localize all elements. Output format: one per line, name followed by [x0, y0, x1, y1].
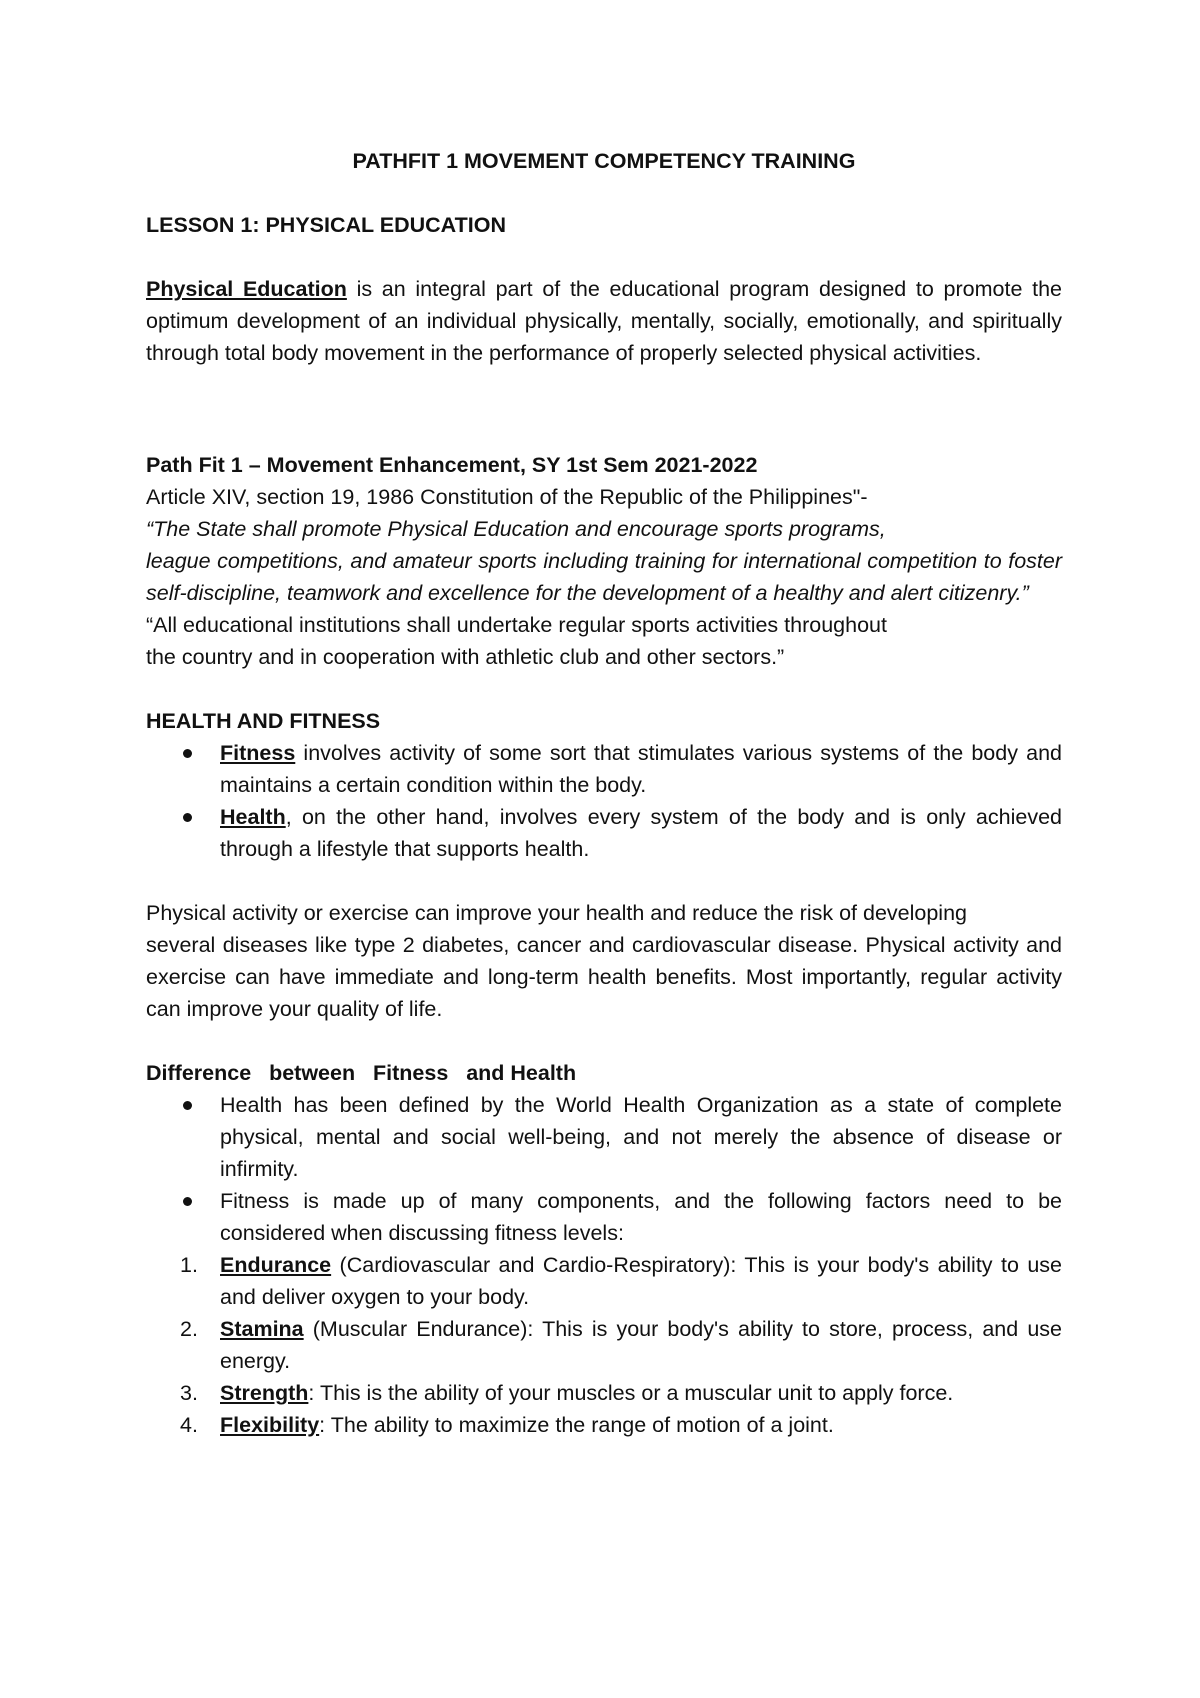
- activity-paragraph-1: Physical activity or exercise can improve your health and reduce the risk of developing: [146, 901, 967, 925]
- pe-definition-text: is an integral part of the educational program designed to promote the optimum development of an individual physically, mentally, socially, emotionally, and spiritually through total body movement in the performance of properly selected physical activities.: [146, 277, 1062, 365]
- list-item: [180, 1409, 1062, 1441]
- activity-paragraph-2: several diseases like type 2 diabetes, cancer and cardiovascular disease. Physical activity and exercise can have immediate and long-term health benefits. Most importantly, regular activity can improve your quality of life.: [146, 933, 1062, 1021]
- item-number: 1.: [180, 1253, 198, 1277]
- strength-term: Strength: [220, 1381, 309, 1405]
- document-title: PATHFIT 1 MOVEMENT COMPETENCY TRAINING: [352, 149, 856, 173]
- difference-heading: Difference between Fitness and Health: [146, 1061, 577, 1085]
- article-line: Article XIV, section 19, 1986 Constitution of the Republic of the Philippines"-: [146, 485, 868, 509]
- fitness-term: Fitness: [220, 741, 296, 765]
- institutions-line-2: the country and in cooperation with athletic club and other sectors.”: [146, 645, 785, 669]
- activity-paragraphs: [146, 897, 1062, 1025]
- quote-rest: league competitions, and amateur sports including training for international competition to foster self-discipline, teamwork and excellence for the development of a healthy and alert citizenry.”: [146, 549, 1062, 605]
- item-number: 4.: [180, 1413, 198, 1437]
- difference-list: [146, 1089, 1062, 1249]
- list-item: [180, 1377, 1062, 1409]
- list-item: Fitness is made up of many components, and the following factors need to be considered when discussing fitness levels:: [220, 1185, 1062, 1249]
- fitness-text: involves activity of some sort that stimulates various systems of the body and maintains a certain condition within the body.: [220, 741, 1062, 797]
- fitness-components-list: [146, 1249, 1062, 1441]
- pe-term: Physical Education: [146, 277, 347, 301]
- pathfit-heading: Path Fit 1 – Movement Enhancement, SY 1st Sem 2021-2022: [146, 453, 758, 477]
- list-item: Health has been defined by the World Health Organization as a state of complete physical, mental and social well-being, and not merely the absence of disease or infirmity.: [220, 1089, 1062, 1185]
- difference-section: [146, 1057, 1062, 1441]
- health-fitness-list: [146, 737, 1062, 865]
- institutions-line-1: “All educational institutions shall undertake regular sports activities throughout: [146, 613, 887, 637]
- flexibility-term: Flexibility: [220, 1413, 320, 1437]
- list-item: [180, 1249, 1062, 1313]
- item-number: 3.: [180, 1381, 198, 1405]
- endurance-term: Endurance: [220, 1253, 332, 1277]
- stamina-term: Stamina: [220, 1317, 304, 1341]
- flexibility-text: : The ability to maximize the range of motion of a joint.: [319, 1413, 834, 1437]
- stamina-text: (Muscular Endurance): This is your body's ability to store, process, and use energy.: [220, 1317, 1062, 1373]
- pe-definition-paragraph: [146, 273, 1062, 369]
- list-item: [220, 801, 1062, 865]
- pathfit-section: [146, 433, 1062, 673]
- item-number: 2.: [180, 1317, 198, 1341]
- lesson-heading: LESSON 1: PHYSICAL EDUCATION: [146, 213, 506, 237]
- quote-line-1: “The State shall promote Physical Education and encourage sports programs,: [146, 517, 886, 541]
- health-term: Health: [220, 805, 286, 829]
- health-text: , on the other hand, involves every system of the body and is only achieved through a lifestyle that supports health.: [220, 805, 1062, 861]
- health-fitness-section: [146, 705, 1062, 865]
- strength-text: : This is the ability of your muscles or a muscular unit to apply force.: [308, 1381, 954, 1405]
- endurance-text: (Cardiovascular and Cardio-Respiratory): This is your body's ability to use and deliver oxygen to your body.: [220, 1253, 1062, 1309]
- list-item: [180, 1313, 1062, 1377]
- list-item: [220, 737, 1062, 801]
- health-fitness-heading: HEALTH AND FITNESS: [146, 709, 381, 733]
